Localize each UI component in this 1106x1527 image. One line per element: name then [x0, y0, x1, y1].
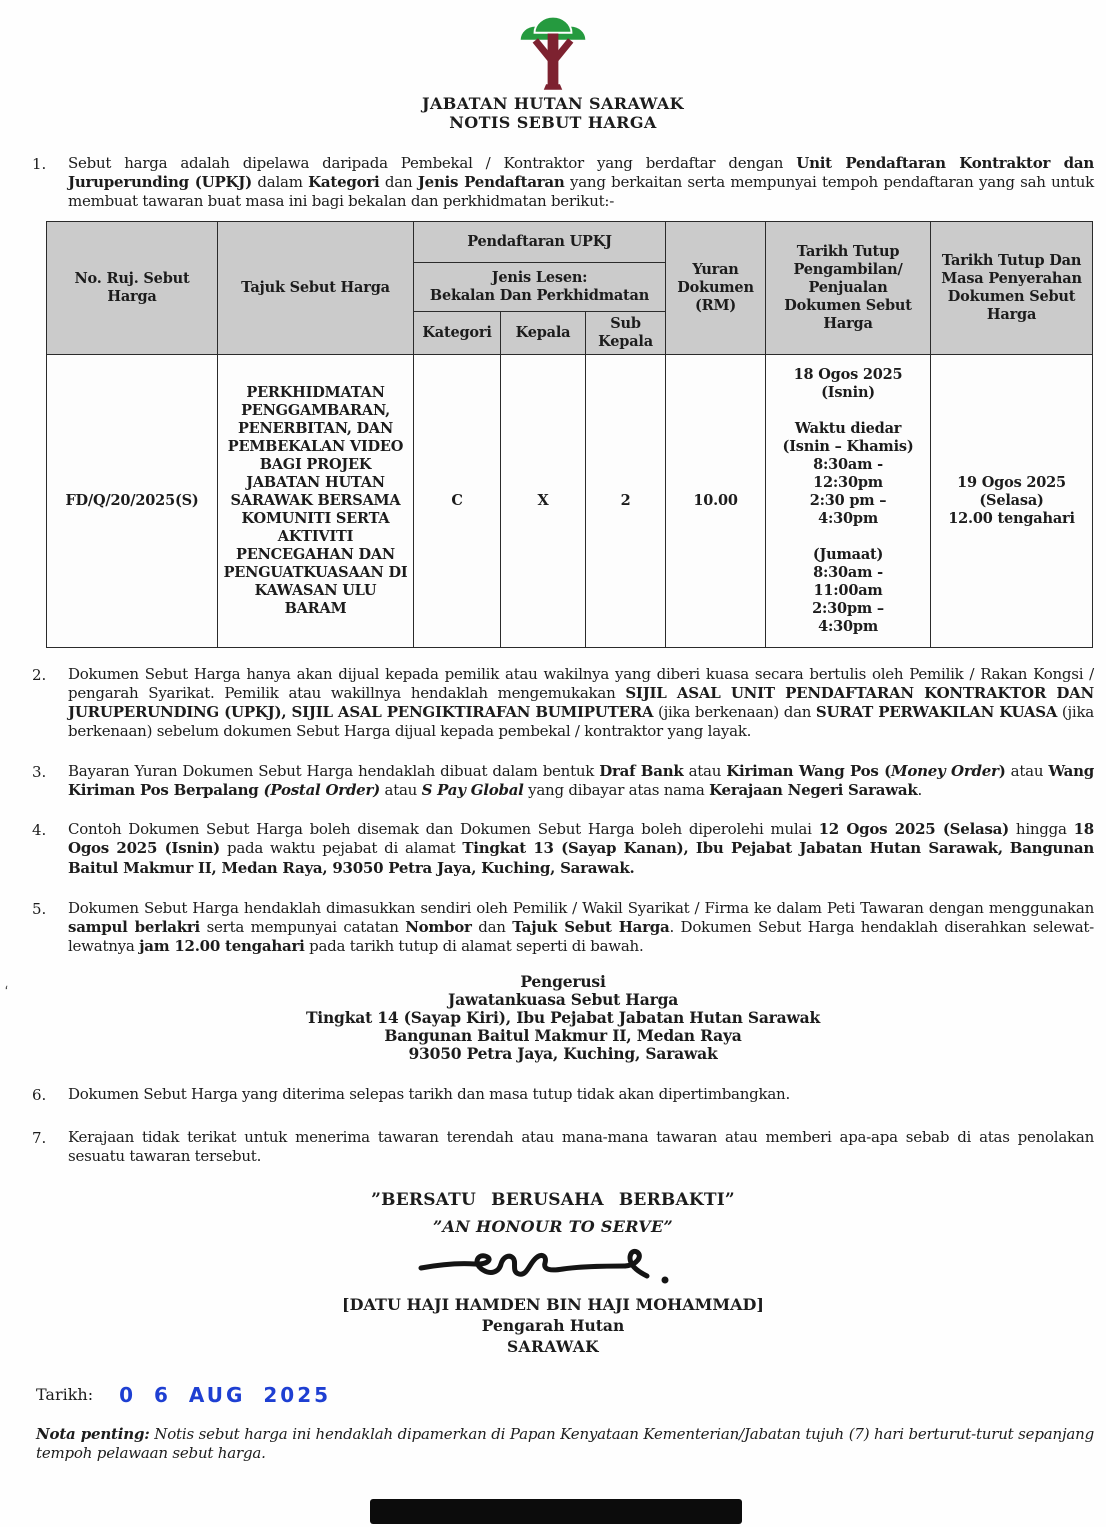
org-name: JABATAN HUTAN SARAWAK [422, 94, 684, 113]
numbered-item-2 [32, 665, 1094, 741]
numbered-item-3 [32, 762, 1094, 800]
col-header-kategori: Kategori [414, 312, 501, 355]
cell-sub-kepala: 2 [586, 355, 666, 648]
numbered-item-6 [32, 1085, 1094, 1104]
col-header-tarikh-penyerahan: Tarikh Tutup Dan Masa Penyerahan Dokumen Sebut Harga [931, 222, 1093, 355]
motto-primary: ”BERSATU BERUSAHA BERBAKTI” [371, 1189, 735, 1210]
motto-secondary: ”AN HONOUR TO SERVE” [433, 1216, 673, 1236]
document-body [0, 154, 1106, 1166]
item-text: Contoh Dokumen Sebut Harga boleh disemak dan Dokumen Sebut Harga boleh diperolehi mulai 12 Ogos 2025 (Selasa) hingga 18 Ogos 2025 (Isnin) pada waktu pejabat di alamat Tingkat 13 (Sayap Kanan), Ibu Pejabat Jabatan Hutan Sarawak, Bangunan Baitul Makmur II, Medan Raya, 93050 Petra Jaya, Kuching, Sarawak. [68, 820, 1094, 877]
col-header-sub-kepala: Sub Kepala [586, 312, 666, 355]
item-number: 1. [32, 155, 47, 173]
col-header-tajuk: Tajuk Sebut Harga [218, 222, 414, 355]
col-header-no-ruj: No. Ruj. Sebut Harga [47, 222, 218, 355]
col-header-pendaftaran-upkj: Pendaftaran UPKJ [414, 222, 666, 263]
col-header-jenis-lesen: Jenis Lesen: Bekalan Dan Perkhidmatan [414, 263, 666, 312]
item-number: 2. [32, 666, 47, 685]
cell-tajuk: PERKHIDMATAN PENGGAMBARAN, PENERBITAN, DAN PEMBEKALAN VIDEO BAGI PROJEK JABATAN HUTAN SARAWAK BERSAMA KOMUNITI SERTA AKTIVITI PENCEGAHAN DAN PENGUATKUASAAN DI KAWASAN ULU BARAM [218, 355, 414, 648]
numbered-item-4 [32, 820, 1094, 877]
item-number: 3. [32, 763, 47, 782]
cell-tarikh-penyerahan: 19 Ogos 2025 (Selasa) 12.00 tengahari [931, 355, 1093, 648]
item-text: Dokumen Sebut Harga hendaklah dimasukkan sendiri oleh Pemilik / Wakil Syarikat / Firma ke dalam Peti Tawaran dengan menggunakan sampul berlakri serta mempunyai catatan Nombor dan Tajuk Sebut Harga. Dokumen Sebut Harga hendaklah diserahkan selewat-lewatnya jam 12.00 tengahari pada tarikh tutup di alamat seperti di bawah. [68, 898, 1094, 955]
signature-scribble-icon [403, 1238, 703, 1294]
page-title: NOTIS SEBUT HARGA [449, 113, 657, 132]
date-row [36, 1383, 1106, 1407]
numbered-item-5 [32, 899, 1094, 956]
item-number: 6. [32, 1085, 47, 1104]
scan-artifact-tick: ‘ [3, 983, 12, 1001]
date-stamp: 0 6 AUG 2025 [119, 1382, 332, 1407]
item-number: 5. [32, 899, 47, 918]
item-text: Kerajaan tidak terikat untuk menerima tawaran terendah atau mana-mana tawaran atau memberi apa-apa sebab di atas penolakan sesuatu tawaran tersebut. [68, 1127, 1094, 1165]
forestry-tree-logo-icon [514, 12, 592, 92]
date-label: Tarikh: [36, 1385, 94, 1405]
col-header-tarikh-pengambilan: Tarikh Tutup Pengambilan/ Penjualan Dokumen Sebut Harga [766, 222, 931, 355]
signatory-region: SARAWAK [506, 1336, 600, 1356]
numbered-item-7 [32, 1128, 1094, 1166]
item-text: Dokumen Sebut Harga hanya akan dijual kepada pemilik atau wakilnya yang diberi kuasa secara bertulis oleh Pemilik / Rakan Kongsi / pengarah Syarikat. Pemilik atau wakillnya hendaklah mengemukakan SIJIL ASAL UNIT PENDAFTARAN KONTRAKTOR DAN JURUPERUNDING (UPKJ), SIJIL ASAL PENGIKTIRAFAN BUMIPUTERA (jika berkenaan) dan SURAT PERWAKILAN KUASA (jika berkenaan) sebelum dokumen Sebut Harga dijual kepada pembekal / kontraktor yang layak. [68, 665, 1094, 741]
item-number: 7. [32, 1128, 47, 1147]
submission-address-block: Pengerusi Jawatankuasa Sebut Harga Tingkat 14 (Sayap Kiri), Ibu Pejabat Jabatan Hutan Sarawak Bangunan Baitul Makmur II, Medan Raya 93050 Petra Jaya, Kuching, Sarawak [305, 971, 821, 1063]
important-note: Nota penting: Notis sebut harga ini hendaklah dipamerkan di Papan Kenyataan Kementerian/Jabatan tujuh (7) hari berturut-turut sepanjang tempoh pelawaan sebut harga. [36, 1424, 1095, 1463]
cell-yuran: 10.00 [666, 355, 766, 648]
item-text: Dokumen Sebut Harga yang diterima selepas tarikh dan masa tutup tidak akan dipertimbangkan. [68, 1084, 790, 1103]
scan-artifact-bar [370, 1499, 742, 1524]
signatory-title: Pengarah Hutan [481, 1315, 625, 1335]
signature-area [0, 1238, 1106, 1294]
document-header [0, 0, 1106, 132]
cell-tarikh-pengambilan: 18 Ogos 2025 (Isnin) Waktu diedar (Isnin – Khamis) 8:30am - 12:30pm 2:30 pm – 4:30pm (Jumaat) 8:30am - 11:00am 2:30pm – 4:30pm [766, 355, 931, 648]
item-text: Bayaran Yuran Dokumen Sebut Harga hendaklah dibuat dalam bentuk Draf Bank atau Kiriman Wang Pos (Money Order) atau Wang Kiriman Pos Berpalang (Postal Order) atau S Pay Global yang dibayar atas nama Kerajaan Negeri Sarawak. [68, 762, 1094, 800]
col-header-yuran: Yuran Dokumen (RM) [666, 222, 766, 355]
signatory-name: [DATU HAJI HAMDEN BIN HAJI MOHAMMAD] [342, 1294, 764, 1314]
quotation-table [46, 221, 1093, 648]
cell-kategori: C [414, 355, 501, 648]
item-text: Sebut harga adalah dipelawa daripada Pembekal / Kontraktor yang berdaftar dengan Unit Pendaftaran Kontraktor dan Juruperunding (UPKJ) dalam Kategori dan Jenis Pendaftaran yang berkaitan serta mempunyai tempoh pendaftaran yang sah untuk membuat tawaran buat masa ini bagi bekalan dan perkhidmatan berikut:- [68, 154, 1094, 211]
numbered-item-1 [32, 154, 1094, 211]
col-header-kepala: Kepala [501, 312, 586, 355]
table-row [47, 355, 1093, 648]
item-number: 4. [32, 821, 47, 840]
cell-kepala: X [501, 355, 586, 648]
cell-no-ruj: FD/Q/20/2025(S) [47, 355, 218, 648]
